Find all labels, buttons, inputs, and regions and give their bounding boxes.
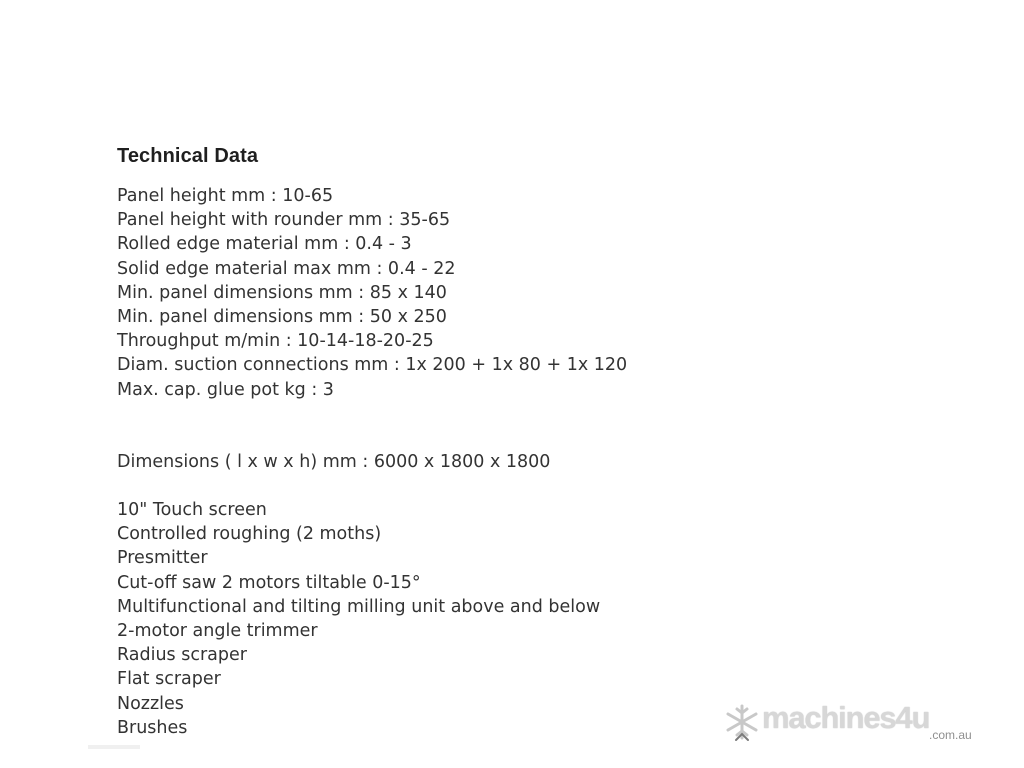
spec-item: Panel height with rounder mm : 35-65 <box>117 210 451 231</box>
watermark-brand: machines4u <box>762 700 930 735</box>
feature-item: 2-motor angle trimmer <box>117 621 318 642</box>
feature-item: Flat scraper <box>117 669 221 690</box>
feature-item: Cut-off saw 2 motors tiltable 0-15° <box>117 572 421 593</box>
spec-item: Min. panel dimensions mm : 85 x 140 <box>117 282 447 303</box>
spec-item: Solid edge material max mm : 0.4 - 22 <box>117 258 456 279</box>
feature-item: Presmitter <box>117 548 208 569</box>
spec-item: Throughput m/min : 10-14-18-20-25 <box>117 331 434 352</box>
watermark-domain: .com.au <box>929 728 972 742</box>
feature-item: Multifunctional and tilting milling unit above and below <box>117 596 601 617</box>
snowflake-logo-icon <box>724 702 760 746</box>
spacer <box>117 402 917 450</box>
scroll-indicator <box>88 745 140 749</box>
spec-item: Panel height mm : 10-65 <box>117 186 334 206</box>
dimensions-line: Dimensions ( l x w x h) mm : 6000 x 1800 x 1800 <box>117 451 551 472</box>
feature-item: Brushes <box>117 717 188 738</box>
feature-item: Controlled roughing (2 moths) <box>117 524 382 545</box>
feature-item: Nozzles <box>117 693 184 714</box>
section-heading: Technical Data <box>117 145 259 167</box>
spec-item: Min. panel dimensions mm : 50 x 250 <box>117 307 447 328</box>
spacer <box>117 474 917 498</box>
feature-item: Radius scraper <box>117 645 247 666</box>
spec-item: Rolled edge material mm : 0.4 - 3 <box>117 234 412 255</box>
technical-data-section <box>117 143 917 740</box>
spec-item: Diam. suction connections mm : 1x 200 + 1x 80 + 1x 120 <box>117 355 628 376</box>
machines4u-watermark <box>724 702 994 744</box>
spec-item: Max. cap. glue pot kg : 3 <box>117 379 334 400</box>
feature-item: 10" Touch screen <box>117 500 267 521</box>
spec-list <box>117 184 917 402</box>
